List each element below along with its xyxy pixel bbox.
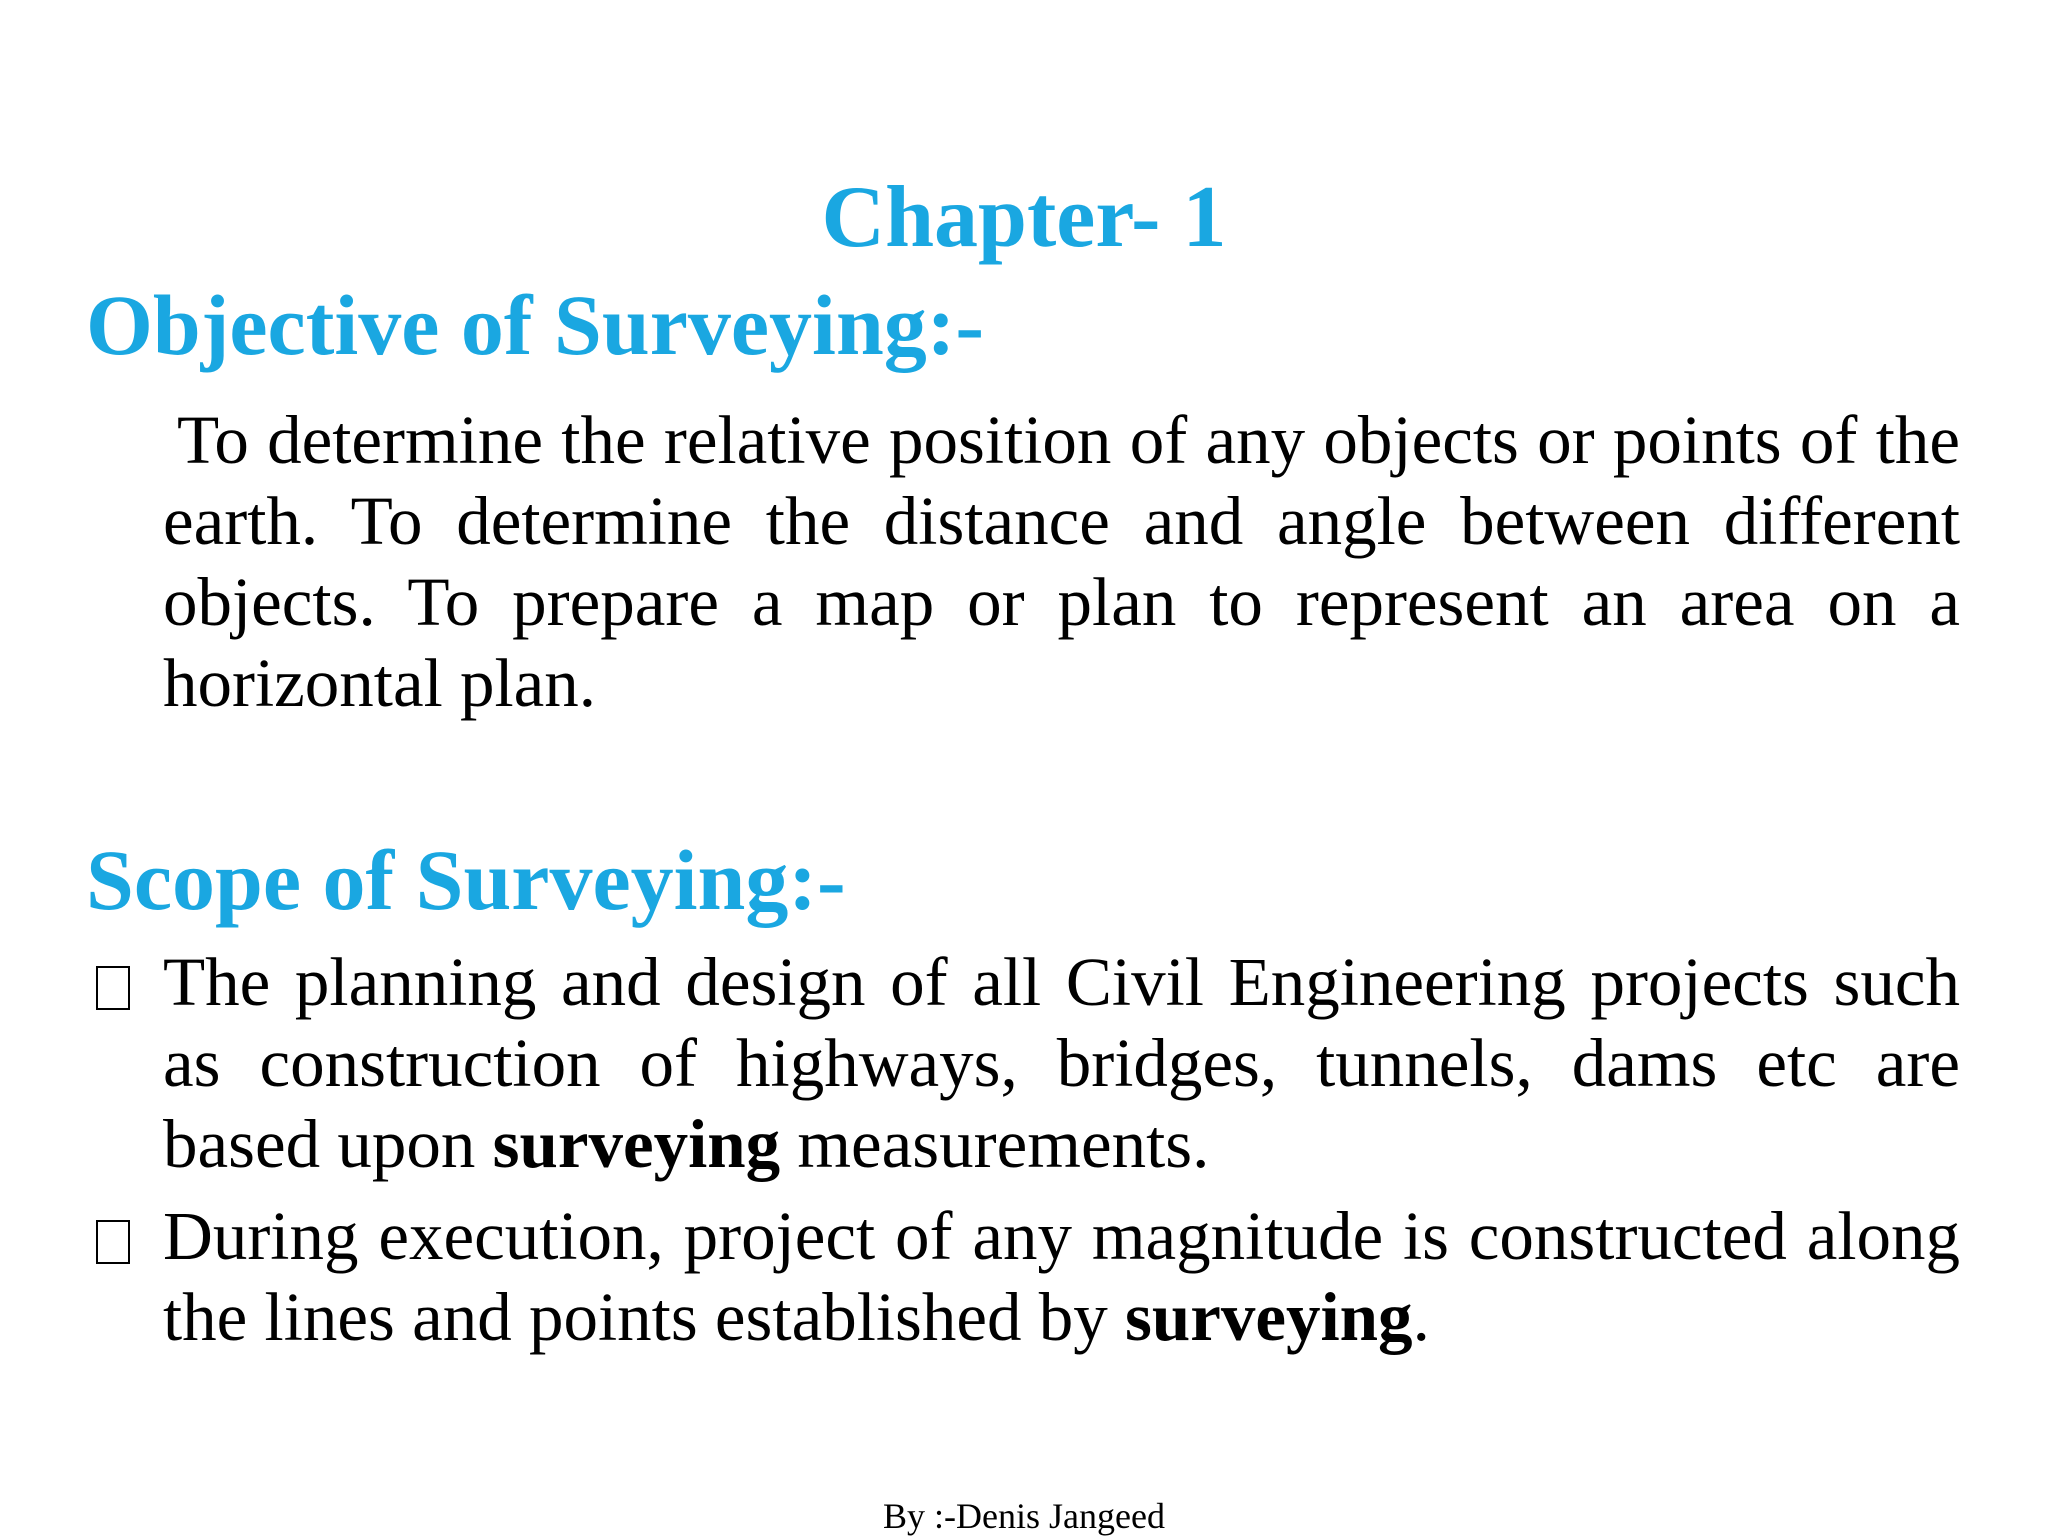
objective-paragraph: To determine the relative position of any objects or points of the earth. To determine the distance and angle between different objects. To prepare a map or plan to represent an area on a horizontal plan.: [163, 402, 1960, 721]
scope-bullet-2: [163, 1196, 1960, 1358]
chapter-title: Chapter- 1: [821, 169, 1227, 266]
bullet-text-start: During execution, project of any magnitude is constructed along the lines and points established by: [163, 1198, 1960, 1355]
bullet-text-start: The planning and design of all Civil Engineering projects such as construction of highways, bridges, tunnels, dams etc are based upon: [163, 944, 1960, 1182]
bullet-square-icon: [96, 966, 130, 1010]
author-footer: By :-Denis Jangeed: [883, 1496, 1165, 1536]
bullet-bold-term: surveying: [492, 1106, 781, 1182]
objective-heading: Objective of Surveying:-: [86, 277, 985, 373]
bullet-square-icon: [96, 1220, 130, 1264]
scope-heading: Scope of Surveying:-: [86, 832, 846, 928]
bullet-text-end: measurements.: [780, 1106, 1210, 1182]
bullet-bold-term: surveying: [1125, 1279, 1413, 1355]
bullet-text-end: .: [1412, 1279, 1430, 1355]
scope-bullet-1: [163, 942, 1960, 1185]
